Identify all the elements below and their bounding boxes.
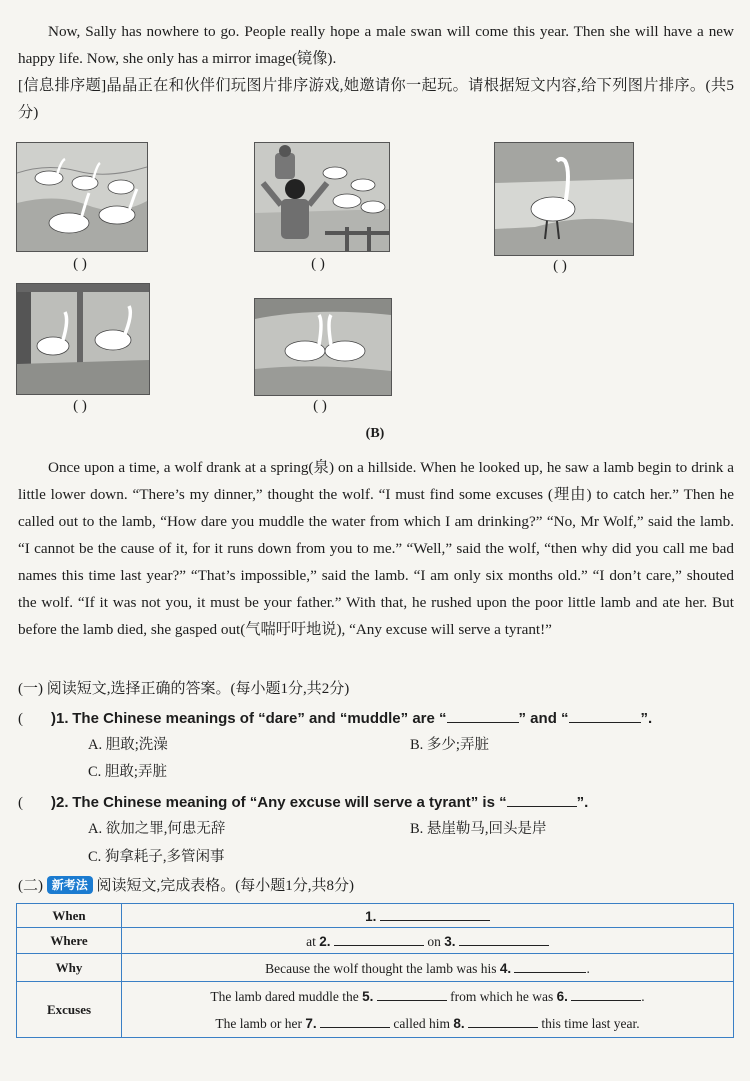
story-table [16,903,734,1038]
passage-b-label: (B) [365,426,385,441]
answer-paren-3[interactable]: ( ) [553,258,567,274]
q2-blank[interactable] [507,790,577,807]
q1-option-c[interactable]: C. 胆敢;弄脏 [88,764,167,780]
excuse-1-text-b: from which he was [450,988,554,1004]
picture-single-swan [494,142,634,256]
answer-paren-1[interactable]: ( ) [73,256,87,272]
excuse-2-text-a: The lamb or her [215,1015,302,1031]
task-text: 晶晶正在和伙伴们玩图片排序游戏,她邀请你一起玩。请根据短文内容,给下列图片排序。(共5分) [18,77,734,121]
q1-stem-c: ”. [640,710,653,727]
part2-heading: 阅读短文,完成表格。(每小题1分,共8分) [96,878,355,894]
q1-stem-a: The Chinese meanings of “dare” and “muddle” are “ [72,710,447,727]
blank-3[interactable] [459,931,549,946]
passage-a-ending: Now, Sally has nowhere to go. People really hope a male swan will come this year. Then she will have a new happy life. Now, she only has a mirror image(镜像). [18,23,734,67]
blank-3-number: 3. [444,934,456,949]
q2-option-c[interactable]: C. 狗拿耗子,多管闲事 [88,849,225,865]
when-cell [122,904,734,928]
q2-stem-a: The Chinese meaning of “Any excuse will serve a tyrant” is “ [72,794,507,811]
blank-5-number: 5. [362,988,374,1004]
q1-blank-1[interactable] [447,706,519,723]
where-cell [122,928,734,954]
table-row-where [17,928,734,954]
q1-option-a[interactable]: A. 胆敢;洗澡 [88,737,168,753]
blank-1-number: 1. [365,909,377,924]
picture-swans-group [16,142,148,252]
blank-7[interactable] [320,1013,390,1028]
part1-heading: (一) 阅读短文,选择正确的答案。(每小题1分,共2分) [18,681,350,697]
sorting-task-instructions [18,72,734,126]
where-at: at [306,934,316,949]
blank-4[interactable] [514,958,586,973]
question-1 [18,706,734,730]
blank-2-number: 2. [319,934,331,949]
answer-paren-2[interactable]: ( ) [311,256,325,272]
q1-stem-b: ” and “ [518,710,569,727]
question-2 [18,790,734,814]
new-exam-badge: 新考法 [47,876,93,894]
picture-people-feeding-swans [254,142,390,252]
excuse-line-1 [128,983,727,1010]
excuse-1-period: . [641,988,645,1004]
excuse-2-text-b: called him [393,1015,450,1031]
blank-4-number: 4. [499,961,512,976]
task-tag: [信息排序题] [18,77,107,94]
table-row-excuses [17,982,734,1038]
row-label-excuses: Excuses [17,982,122,1038]
excuses-cell [122,982,734,1038]
q2-open-paren: ( [18,795,23,811]
where-on: on [427,934,441,949]
q1-open-paren: ( [18,711,23,727]
row-label-when: When [17,904,122,928]
q2-stem-b: ”. [576,794,589,811]
blank-6[interactable] [571,986,641,1001]
why-text: Because the wolf thought the lamb was his [265,961,497,976]
blank-6-number: 6. [556,988,568,1004]
why-period: . [586,961,590,976]
blank-5[interactable] [377,986,447,1001]
part2-prefix: (二) [18,878,43,894]
row-label-where: Where [17,928,122,954]
excuse-2-text-c: this time last year. [541,1015,640,1031]
q1-number: )1. [51,710,69,727]
table-row-why [17,954,734,982]
excuse-1-text-a: The lamb dared muddle the [210,988,359,1004]
why-cell [122,954,734,982]
part2-heading-row [18,875,354,897]
excuse-line-2 [128,1010,727,1037]
q2-option-a[interactable]: A. 欲加之罪,何患无辞 [88,821,226,837]
answer-paren-5[interactable]: ( ) [313,398,327,414]
answer-paren-4[interactable]: ( ) [73,398,87,414]
q2-number: )2. [51,794,69,811]
blank-7-number: 7. [305,1015,317,1031]
blank-1[interactable] [380,906,490,921]
q1-blank-2[interactable] [569,706,641,723]
row-label-why: Why [17,954,122,982]
q2-option-b[interactable]: B. 悬崖勒马,回头是岸 [410,821,547,837]
q1-option-b[interactable]: B. 多少;弄脏 [410,737,489,753]
picture-swan-mirror [254,298,392,396]
table-row-when [17,904,734,928]
passage-b-text: Once upon a time, a wolf drank at a spring(泉) on a hillside. When he looked up, he saw a lamb begin to drink a little lower down. “There’s my dinner,” thought the wolf. “I must find some excuses (理由) to catch her.” Then he called out to the lamb, “How dare you muddle the water from which I am drinking?” “No, Mr Wolf,” said the lamb. “I cannot be the cause of it, for it runs down from you to me.” “Well,” said the wolf, “then why did you call me bad names this time last year?” “That’s impossible,” said the lamb. “I am only six months old.” “I don’t care,” shouted the wolf. “If it was not you, it must be your father.” With that, he rushed upon the poor little lamb and ate her. But before the lamb died, she gasped out(气喘吁吁地说), “Any excuse will serve a tyrant!” [18,459,734,638]
blank-8[interactable] [468,1013,538,1028]
blank-8-number: 8. [453,1015,465,1031]
picture-swans-window [16,283,150,395]
blank-2[interactable] [334,931,424,946]
